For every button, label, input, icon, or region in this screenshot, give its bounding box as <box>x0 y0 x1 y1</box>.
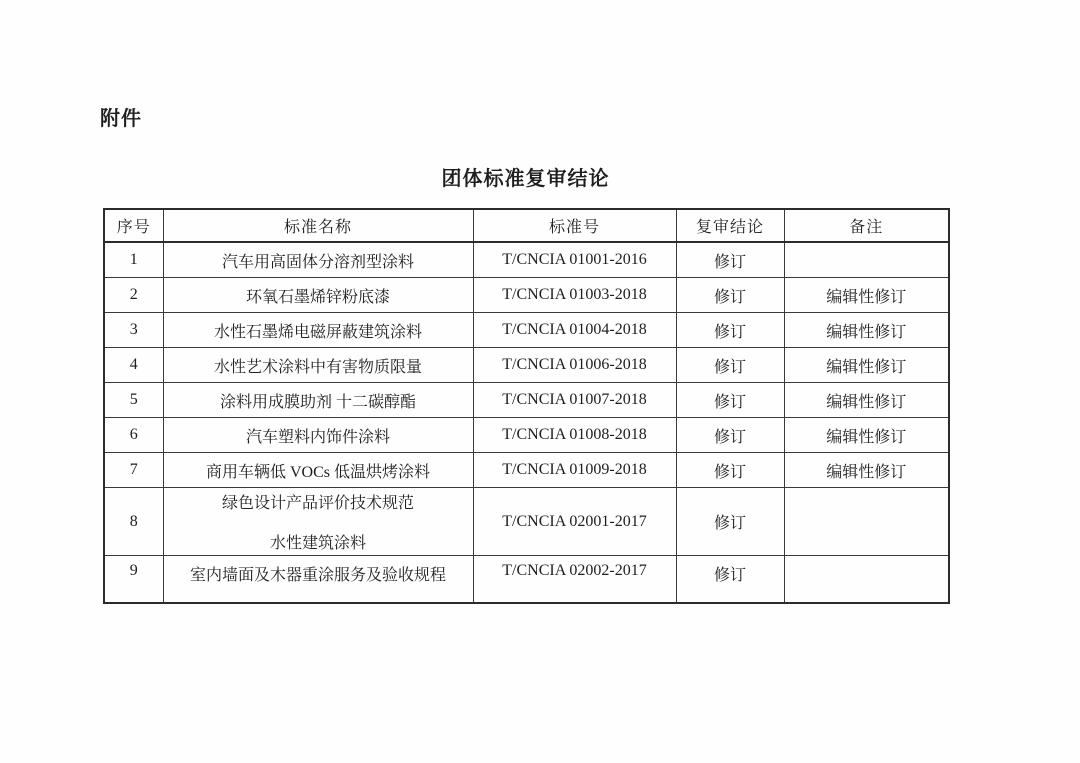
table-row <box>104 488 949 556</box>
cell-name: 商用车辆低 VOCs 低温烘烤涂料 <box>163 453 473 488</box>
cell-no: 2 <box>104 278 163 313</box>
table-row <box>104 556 949 604</box>
cell-name: 室内墙面及木器重涂服务及验收规程 <box>163 556 473 604</box>
cell-remark <box>784 242 949 278</box>
cell-number: T/CNCIA 01006-2018 <box>473 348 676 383</box>
table-row <box>104 242 949 278</box>
cell-remark: 编辑性修订 <box>784 418 949 453</box>
table-row <box>104 383 949 418</box>
table-row <box>104 313 949 348</box>
cell-remark: 编辑性修订 <box>784 278 949 313</box>
cell-no: 6 <box>104 418 163 453</box>
cell-conclusion: 修订 <box>676 348 784 383</box>
cell-no: 9 <box>104 556 163 604</box>
cell-conclusion: 修订 <box>676 488 784 556</box>
cell-no: 1 <box>104 242 163 278</box>
header-row <box>104 209 949 242</box>
cell-name: 绿色设计产品评价技术规范 水性建筑涂料 <box>163 488 473 556</box>
cell-remark: 编辑性修订 <box>784 453 949 488</box>
attachment-label: 附件 <box>100 108 142 130</box>
cell-number: T/CNCIA 01003-2018 <box>473 278 676 313</box>
cell-name: 涂料用成膜助剂 十二碳醇酯 <box>163 383 473 418</box>
cell-number: T/CNCIA 02001-2017 <box>473 488 676 556</box>
table-row <box>104 453 949 488</box>
table-row <box>104 418 949 453</box>
cell-no: 8 <box>104 488 163 556</box>
cell-name: 水性石墨烯电磁屏蔽建筑涂料 <box>163 313 473 348</box>
cell-number: T/CNCIA 01001-2016 <box>473 242 676 278</box>
cell-no: 7 <box>104 453 163 488</box>
cell-no: 5 <box>104 383 163 418</box>
cell-conclusion: 修订 <box>676 453 784 488</box>
cell-conclusion: 修订 <box>676 313 784 348</box>
cell-remark: 编辑性修订 <box>784 383 949 418</box>
cell-conclusion: 修订 <box>676 556 784 604</box>
cell-number: T/CNCIA 01009-2018 <box>473 453 676 488</box>
header-cell-no: 序号 <box>104 209 163 242</box>
cell-conclusion: 修订 <box>676 242 784 278</box>
cell-name: 汽车塑料内饰件涂料 <box>163 418 473 453</box>
table-row <box>104 278 949 313</box>
cell-name: 水性艺术涂料中有害物质限量 <box>163 348 473 383</box>
standards-table <box>103 208 950 604</box>
page-title: 团体标准复审结论 <box>441 168 610 190</box>
cell-number: T/CNCIA 01004-2018 <box>473 313 676 348</box>
cell-conclusion: 修订 <box>676 383 784 418</box>
cell-no: 4 <box>104 348 163 383</box>
header-cell-remark: 备注 <box>784 209 949 242</box>
header-cell-number: 标准号 <box>473 209 676 242</box>
cell-no: 3 <box>104 313 163 348</box>
header-cell-name: 标准名称 <box>163 209 473 242</box>
cell-conclusion: 修订 <box>676 278 784 313</box>
cell-conclusion: 修订 <box>676 418 784 453</box>
cell-name: 汽车用高固体分溶剂型涂料 <box>163 242 473 278</box>
cell-number: T/CNCIA 01008-2018 <box>473 418 676 453</box>
header-cell-conclusion: 复审结论 <box>676 209 784 242</box>
table-body <box>104 242 949 603</box>
table-row <box>104 348 949 383</box>
cell-name: 环氧石墨烯锌粉底漆 <box>163 278 473 313</box>
cell-number: T/CNCIA 02002-2017 <box>473 556 676 604</box>
cell-remark: 编辑性修订 <box>784 313 949 348</box>
cell-number: T/CNCIA 01007-2018 <box>473 383 676 418</box>
cell-remark <box>784 556 949 604</box>
cell-remark: 编辑性修订 <box>784 348 949 383</box>
cell-remark <box>784 488 949 556</box>
